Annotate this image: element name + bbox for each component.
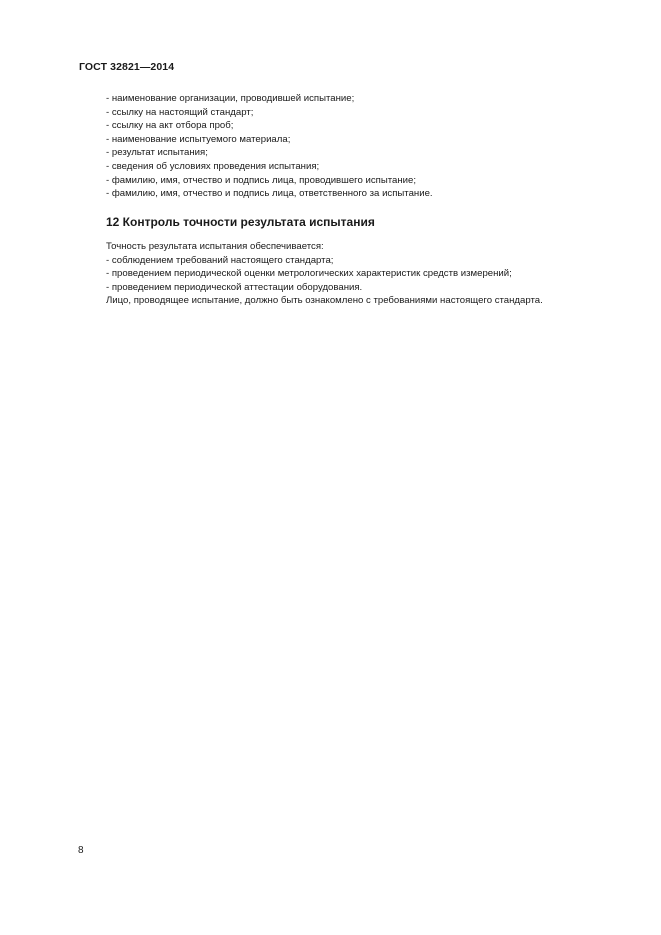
section-12-closing: Лицо, проводящее испытание, должно быть ознакомлено с требованиями настоящего стандарта.	[106, 295, 543, 307]
list-item: - проведением периодической аттестации оборудования.	[106, 281, 363, 293]
list-item: - результат испытания;	[106, 147, 208, 159]
list-item: - соблюдением требований настоящего стандарта;	[106, 254, 334, 266]
list-item: - сведения об условиях проведения испытания;	[106, 160, 320, 172]
section-12-body	[106, 240, 543, 308]
section-12-title: 12 Контроль точности результата испытания	[106, 215, 375, 229]
list-item: - ссылку на акт отбора проб;	[106, 120, 234, 132]
list-item: - наименование организации, проводившей испытание;	[106, 93, 355, 104]
document-code-header: ГОСТ 32821—2014	[79, 61, 175, 73]
page-number: 8	[78, 845, 84, 856]
section-12-intro: Точность результата испытания обеспечивается:	[106, 241, 324, 252]
list-item: - фамилию, имя, отчество и подпись лица, проводившего испытание;	[106, 174, 416, 186]
report-items-list	[106, 92, 433, 201]
list-item: - фамилию, имя, отчество и подпись лица, ответственного за испытание.	[106, 188, 433, 200]
list-item: - проведением периодической оценки метрологических характеристик средств измерений;	[106, 268, 512, 280]
list-item: - наименование испытуемого материала;	[106, 133, 291, 145]
list-item: - ссылку на настоящий стандарт;	[106, 106, 254, 118]
